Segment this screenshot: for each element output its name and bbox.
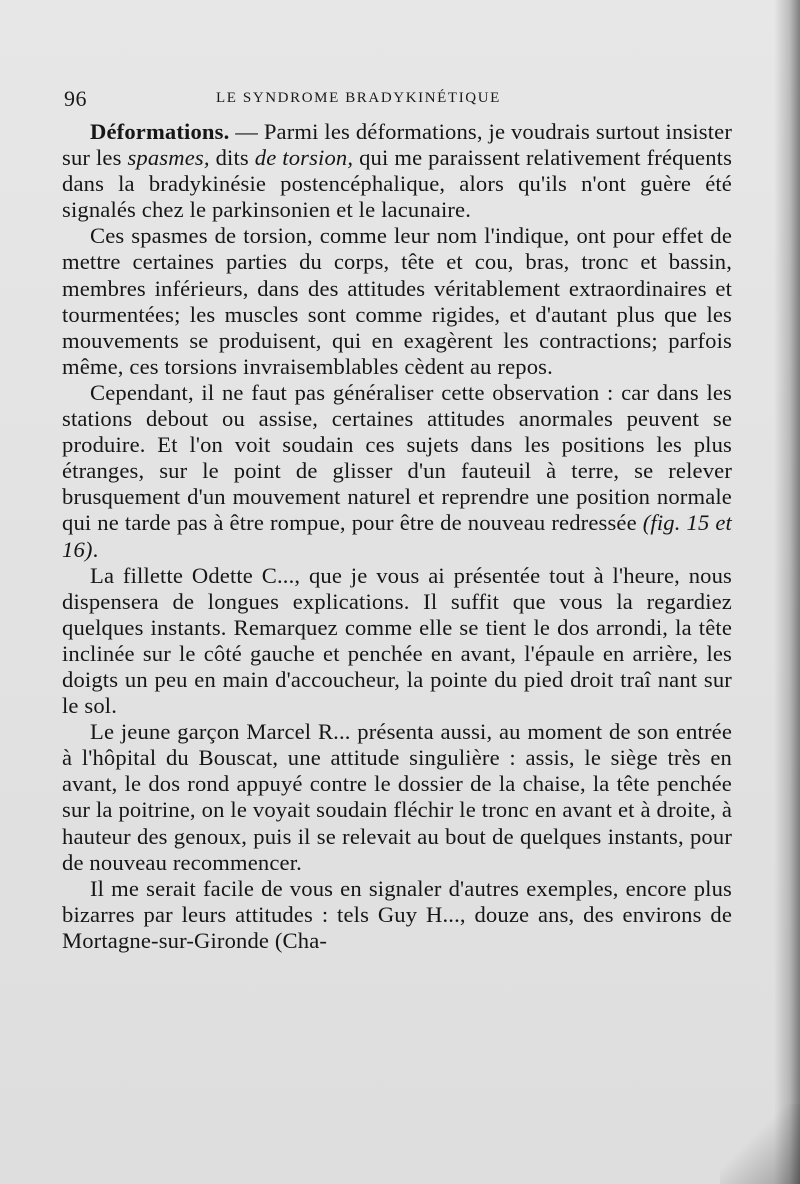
italic-term: de torsion, bbox=[254, 145, 354, 171]
section-heading: Déformations. bbox=[90, 119, 230, 144]
italic-term: spasmes, bbox=[127, 145, 210, 171]
paragraph-deformations bbox=[62, 119, 732, 223]
corner-shadow bbox=[720, 1104, 800, 1184]
paragraph-autres-exemples: Il me serait facile de vous en signaler d'autres exemples, encore plus bizarres par leurs attitudes : tels Guy H..., douze ans, des environs de Mortagne-sur-Gironde (Cha- bbox=[62, 875, 732, 953]
running-title: LE SYNDROME BRADYKINÉTIQUE bbox=[216, 90, 501, 106]
figure-reference: (fig. 15 et 16) bbox=[62, 510, 732, 562]
paragraph-marcel: Le jeune garçon Marcel R... présenta aussi, au moment de son entrée à l'hôpital du Bouscat, une attitude singulière : assis, le siège très en avant, le dos rond appuyé contre le dossier de la chaise, la tête penchée sur la poitrine, on le voyait soudain fléchir le tronc en avant et à droite, à hauteur des genoux, puis il se relevait au bout de quelques instants, pour de nouveau recommencer. bbox=[62, 719, 732, 875]
text-run: — Parmi les déformations, je voudrais surtout insister sur les bbox=[62, 119, 732, 171]
body-text bbox=[62, 119, 732, 954]
text-run: qui me paraissent relativement fréquents dans la bradykinésie postencéphalique, alors qu'ils n'ont guère été signalés chez le parkinsonien et le lacunaire. bbox=[62, 145, 733, 223]
text-run: . bbox=[92, 536, 99, 562]
page-edge-shadow bbox=[774, 0, 800, 1184]
text-run: Cependant, il ne faut pas généraliser cette observation : car dans les stations debout ou assise, certaines attitudes anormales peuvent se produire. Et l'on voit soudain ces sujets dans les positions les plus étranges, sur le point de glisser d'un fauteuil à terre, se relever brusquement d'un mouvement naturel et reprendre une position normale qui ne tarde pas à être rompue, pour être de nouveau redressée bbox=[62, 379, 732, 536]
page-number: 96 bbox=[64, 86, 87, 111]
paragraph-spasmes: Ces spasmes de torsion, comme leur nom l'indique, ont pour effet de mettre certaines parties du corps, tête et cou, bras, tronc et bassin, membres inférieurs, dans des attitudes véritablement extraordinaires et tourmentées; les muscles sont comme rigides, et d'autant plus que les mouvements se produisent, qui en exagèrent les contractions; parfois même, ces torsions invraisemblables cèdent au repos. bbox=[62, 223, 732, 379]
paragraph-odette: La fillette Odette C..., que je vous ai présentée tout à l'heure, nous dispensera de longues explications. Il suffit que vous la regardiez quelques instants. Remarquez comme elle se tient le dos arrondi, la tête inclinée sur le côté gauche et penchée en avant, l'épaule en arrière, les doigts un peu en main d'accoucheur, la pointe du pied droit traî nant sur le sol. bbox=[62, 562, 732, 719]
paragraph-cependant bbox=[62, 380, 732, 563]
page-header bbox=[64, 86, 736, 114]
text-run: dits bbox=[209, 145, 255, 171]
